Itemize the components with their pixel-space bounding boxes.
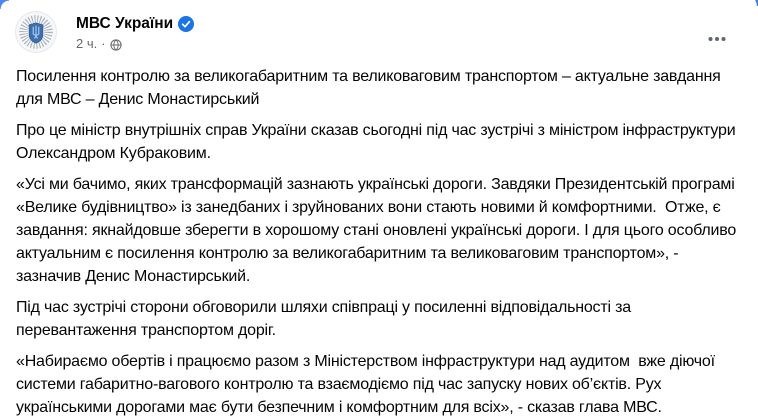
post-text	[0, 54, 758, 419]
author-name[interactable]: МВС України	[76, 15, 174, 32]
post-paragraph: Посилення контролю за великогабаритним та великоваговим транспортом – актуальне завдання для МВС – Денис Монастирський	[16, 68, 725, 108]
background-corner-accent-left	[0, 0, 9, 9]
ellipsis-icon	[706, 28, 728, 50]
meta-separator: ·	[101, 36, 106, 51]
author-block	[76, 11, 194, 51]
avatar[interactable]	[15, 11, 57, 53]
post-header	[0, 0, 758, 54]
post-paragraph: Під час зустрічі сторони обговорили шляхи співпраці у посиленні відповідальності за перевантаження транспортом доріг.	[16, 299, 636, 339]
post-paragraph: Про це міністр внутрішніх справ України сказав сьогодні під час зустрічі з міністром інфраструктури Олександром Кубраковим.	[16, 122, 740, 162]
globe-icon	[110, 39, 122, 51]
timestamp[interactable]: 2 ч.	[76, 36, 98, 51]
post-options-button[interactable]	[702, 24, 732, 54]
background-corner-accent-right	[745, 0, 758, 6]
verified-badge-icon	[178, 16, 194, 32]
post-paragraph: «Набираємо обертів і працюємо разом з Міністерством інфраструктури над аудитом вже діючої системи габаритно-вагового контролю та взаємодіємо під час запуску нових об’єктів. Рух українськими дорогами має бути безпечним і комфортним для всіх», - сказав глава МВС.	[16, 353, 720, 416]
post-paragraph: «Усі ми бачимо, яких трансформацій зазнають українські дороги. Завдяки Президентській програмі «Велике будівництво» із занедбаних і зруйнованих вони стають новими й комфортними. Отже, є завдання: якнайдовше зберегти в хорошому стані оновлені українські дороги. І для цього особливо актуальним є посилення контролю за великогабаритним та великоваговим транспортом», - зазначив Денис Монастирський.	[16, 176, 741, 285]
post-meta	[76, 37, 194, 51]
